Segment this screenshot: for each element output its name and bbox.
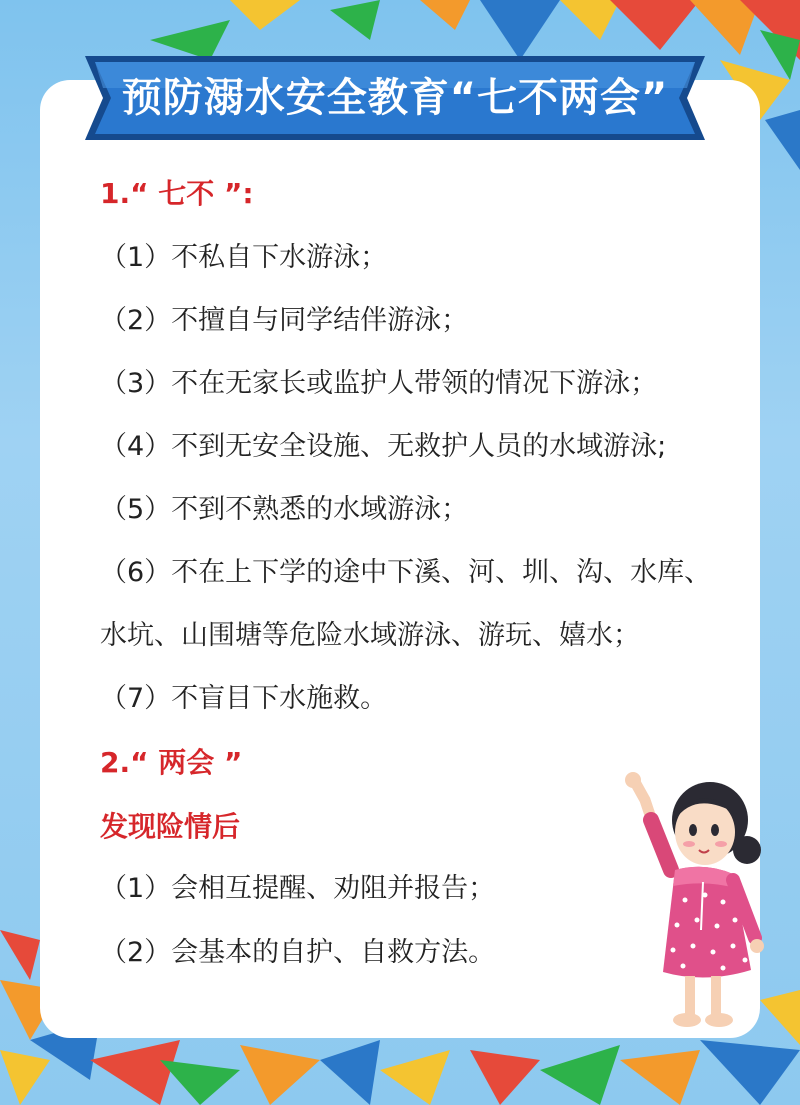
cartoon-girl-illustration xyxy=(605,770,765,1035)
list-item: （2）不擅自与同学结伴游泳； xyxy=(100,305,469,336)
list-item: 水坑、山围塘等危险水域游泳、游玩、嬉水； xyxy=(100,620,640,651)
list-item: （3）不在无家长或监护人带领的情况下游泳； xyxy=(100,368,658,399)
list-item: （6）不在上下学的途中下溪、河、圳、沟、水库、 xyxy=(100,557,712,588)
list-item: （1）会相互提醒、劝阻并报告； xyxy=(100,873,496,904)
list-item: （1）不私自下水游泳； xyxy=(100,242,388,273)
list-item: （2）会基本的自护、自救方法。 xyxy=(100,937,496,968)
section2-heading: 2.“ 两会 ” xyxy=(100,746,243,779)
list-item: （7）不盲目下水施救。 xyxy=(100,683,388,714)
section2-subheading: 发现险情后 xyxy=(100,810,241,843)
list-item: （4）不到无安全设施、无救护人员的水域游泳; xyxy=(100,431,667,462)
title-banner xyxy=(75,48,715,148)
section1-heading: 1.“ 七不 ”: xyxy=(100,177,254,210)
list-item: （5）不到不熟悉的水域游泳； xyxy=(100,494,469,525)
page-title: 预防溺水安全教育“七不两会” xyxy=(121,75,669,121)
